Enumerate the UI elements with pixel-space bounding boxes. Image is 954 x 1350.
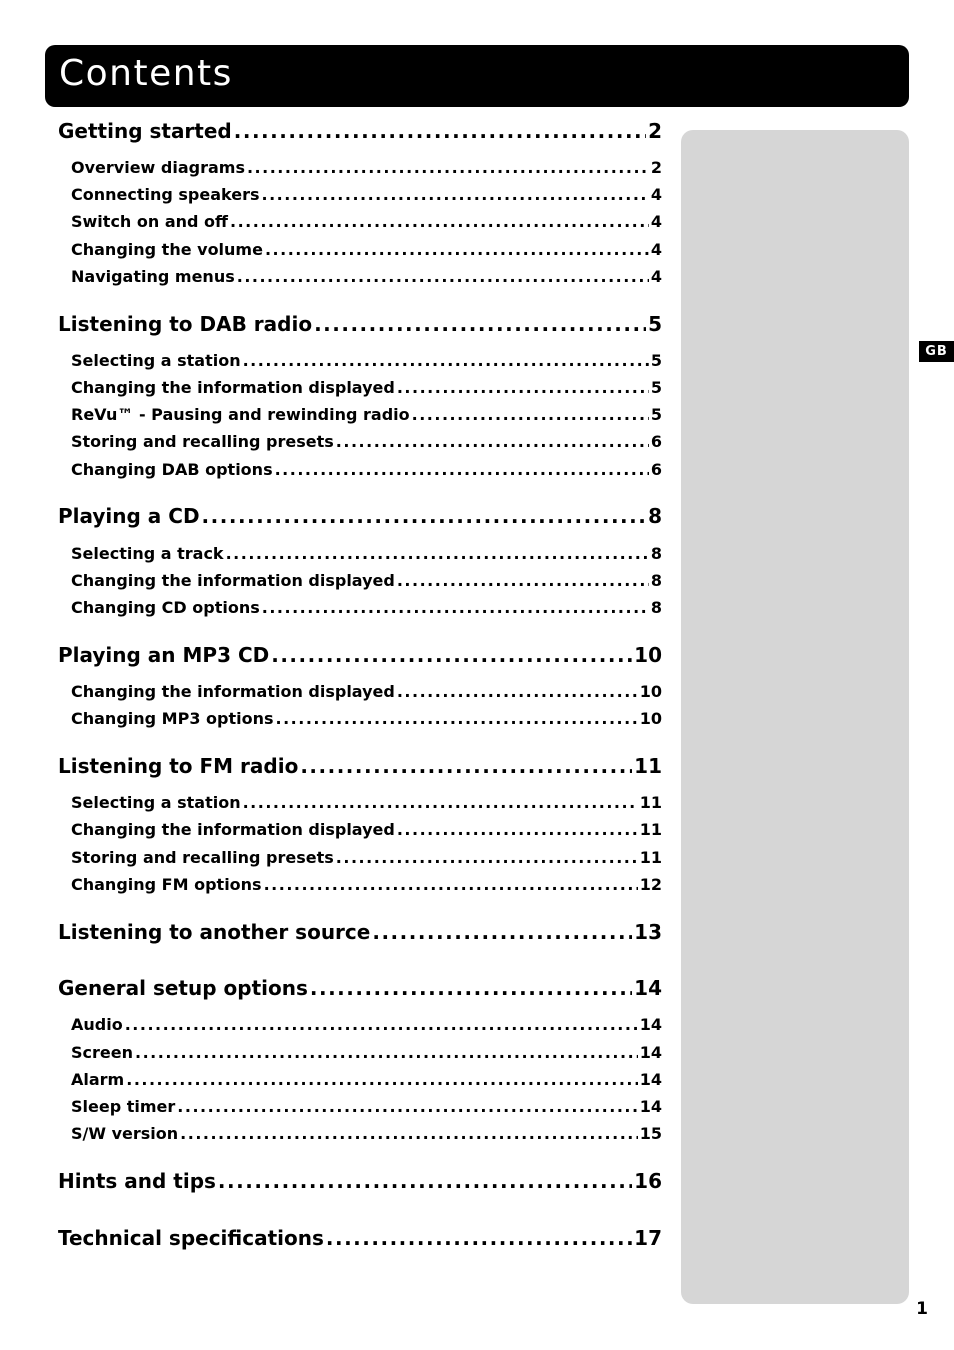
toc-entry-page: 17 bbox=[634, 1226, 662, 1250]
language-tab: GB bbox=[919, 341, 954, 362]
toc-entry-page: 10 bbox=[639, 709, 662, 728]
toc-dot-leader bbox=[243, 351, 649, 370]
toc-dot-leader bbox=[126, 1070, 638, 1089]
toc-entry-page: 8 bbox=[648, 504, 662, 528]
toc-entry-label: Changing DAB options bbox=[71, 460, 273, 479]
toc-entry-page: 5 bbox=[650, 351, 662, 370]
toc-entry-page: 15 bbox=[639, 1124, 662, 1143]
toc-entry-label: Playing an MP3 CD bbox=[58, 643, 270, 667]
toc-entry-label: General setup options bbox=[58, 976, 308, 1000]
toc-sub-entry[interactable] bbox=[71, 679, 662, 701]
toc-section-entry[interactable] bbox=[58, 1224, 662, 1250]
toc-dot-leader bbox=[247, 158, 649, 177]
toc-dot-leader bbox=[135, 1043, 638, 1062]
toc-section-entry[interactable] bbox=[58, 1167, 662, 1193]
toc-entry-label: Getting started bbox=[58, 119, 232, 143]
toc-entry-page: 4 bbox=[650, 212, 662, 231]
toc-entry-label: Changing MP3 options bbox=[71, 709, 274, 728]
toc-sub-entry[interactable] bbox=[71, 264, 662, 286]
toc-entry-page: 13 bbox=[634, 920, 662, 944]
toc-entry-page: 5 bbox=[650, 378, 662, 397]
toc-sub-entry[interactable] bbox=[71, 595, 662, 617]
toc-sub-entry[interactable] bbox=[71, 872, 662, 894]
toc-entry-label: Changing the information displayed bbox=[71, 682, 395, 701]
side-panel bbox=[681, 130, 909, 1304]
toc-dot-leader bbox=[397, 571, 649, 590]
toc-sub-entry[interactable] bbox=[71, 1012, 662, 1034]
toc-entry-page: 6 bbox=[650, 432, 662, 451]
toc-entry-label: Switch on and off bbox=[71, 212, 228, 231]
toc-entry-page: 11 bbox=[639, 793, 662, 812]
contents-header bbox=[45, 45, 909, 107]
toc-entry-label: Changing the volume bbox=[71, 240, 263, 259]
toc-sub-entry[interactable] bbox=[71, 706, 662, 728]
toc-sub-entry[interactable] bbox=[71, 155, 662, 177]
toc-dot-leader bbox=[243, 793, 638, 812]
toc-entry-label: Changing FM options bbox=[71, 875, 262, 894]
page-title: Contents bbox=[59, 53, 233, 94]
toc-sub-entry[interactable] bbox=[71, 1067, 662, 1089]
toc-dot-leader bbox=[336, 432, 649, 451]
toc-section-entry[interactable] bbox=[58, 117, 662, 143]
toc-sub-entry[interactable] bbox=[71, 429, 662, 451]
toc-dot-leader bbox=[125, 1015, 638, 1034]
toc-sub-entry[interactable] bbox=[71, 375, 662, 397]
toc-dot-leader bbox=[265, 240, 649, 259]
toc-dot-leader bbox=[310, 976, 632, 1000]
toc-entry-label: Listening to FM radio bbox=[58, 754, 299, 778]
toc-sub-entry[interactable] bbox=[71, 1094, 662, 1116]
toc-dot-leader bbox=[202, 504, 647, 528]
toc-entry-page: 4 bbox=[650, 240, 662, 259]
toc-entry-page: 11 bbox=[639, 820, 662, 839]
toc-entry-label: Changing the information displayed bbox=[71, 571, 395, 590]
toc-entry-label: Alarm bbox=[71, 1070, 125, 1089]
toc-dot-leader bbox=[412, 405, 649, 424]
toc-dot-leader bbox=[264, 875, 638, 894]
toc-entry-label: Hints and tips bbox=[58, 1169, 216, 1193]
toc-sub-entry[interactable] bbox=[71, 402, 662, 424]
toc-dot-leader bbox=[180, 1124, 638, 1143]
toc-entry-page: 12 bbox=[639, 875, 662, 894]
toc-sub-entry[interactable] bbox=[71, 1121, 662, 1143]
toc-dot-leader bbox=[262, 185, 649, 204]
toc-entry-label: Selecting a station bbox=[71, 351, 241, 370]
toc-sub-entry[interactable] bbox=[71, 237, 662, 259]
toc-entry-page: 10 bbox=[639, 682, 662, 701]
toc-dot-leader bbox=[336, 848, 638, 867]
toc-entry-label: Changing CD options bbox=[71, 598, 260, 617]
toc-entry-page: 4 bbox=[650, 267, 662, 286]
toc-entry-page: 8 bbox=[650, 571, 662, 590]
toc-section-entry[interactable] bbox=[58, 974, 662, 1000]
toc-entry-label: Technical specifications bbox=[58, 1226, 324, 1250]
toc-entry-label: Sleep timer bbox=[71, 1097, 176, 1116]
toc-sub-entry[interactable] bbox=[71, 182, 662, 204]
toc-entry-label: Audio bbox=[71, 1015, 123, 1034]
toc-sub-entry[interactable] bbox=[71, 845, 662, 867]
toc-sub-entry[interactable] bbox=[71, 1040, 662, 1062]
toc-entry-label: Changing the information displayed bbox=[71, 378, 395, 397]
toc-dot-leader bbox=[218, 1169, 632, 1193]
toc-dot-leader bbox=[262, 598, 649, 617]
toc-entry-page: 14 bbox=[639, 1043, 662, 1062]
toc-entry-label: Listening to another source bbox=[58, 920, 371, 944]
toc-entry-page: 5 bbox=[650, 405, 662, 424]
toc-dot-leader bbox=[314, 312, 646, 336]
toc-entry-page: 11 bbox=[634, 754, 662, 778]
toc-entry-page: 14 bbox=[639, 1097, 662, 1116]
toc-entry-page: 10 bbox=[634, 643, 662, 667]
toc-entry-page: 2 bbox=[648, 119, 662, 143]
toc-dot-leader bbox=[276, 709, 638, 728]
toc-dot-leader bbox=[326, 1226, 632, 1250]
toc-entry-page: 6 bbox=[650, 460, 662, 479]
toc-dot-leader bbox=[177, 1097, 637, 1116]
toc-entry-page: 14 bbox=[639, 1015, 662, 1034]
toc-section-entry[interactable] bbox=[58, 502, 662, 528]
toc-section-entry[interactable] bbox=[58, 918, 662, 944]
toc-sub-entry[interactable] bbox=[71, 790, 662, 812]
toc-dot-leader bbox=[237, 267, 649, 286]
toc-section-entry[interactable] bbox=[58, 310, 662, 336]
toc-dot-leader bbox=[234, 119, 646, 143]
toc-entry-page: 8 bbox=[650, 598, 662, 617]
toc-dot-leader bbox=[397, 378, 649, 397]
toc-dot-leader bbox=[397, 820, 638, 839]
toc-entry-label: Storing and recalling presets bbox=[71, 848, 334, 867]
toc-entry-page: 5 bbox=[648, 312, 662, 336]
toc-sub-entry[interactable] bbox=[71, 541, 662, 563]
toc-sub-entry[interactable] bbox=[71, 817, 662, 839]
toc-dot-leader bbox=[397, 682, 638, 701]
toc-dot-leader bbox=[372, 920, 632, 944]
toc-entry-label: Changing the information displayed bbox=[71, 820, 395, 839]
toc-sub-entry[interactable] bbox=[71, 209, 662, 231]
toc-dot-leader bbox=[271, 643, 632, 667]
page-number: 1 bbox=[916, 1299, 928, 1319]
toc-sub-entry[interactable] bbox=[71, 457, 662, 479]
toc-sub-entry[interactable] bbox=[71, 348, 662, 370]
toc-dot-leader bbox=[300, 754, 632, 778]
toc-entry-label: S/W version bbox=[71, 1124, 179, 1143]
toc-sub-entry[interactable] bbox=[71, 568, 662, 590]
toc-section-entry[interactable] bbox=[58, 752, 662, 778]
toc-entry-label: Selecting a track bbox=[71, 544, 224, 563]
toc-dot-leader bbox=[230, 212, 649, 231]
toc-entry-page: 16 bbox=[634, 1169, 662, 1193]
toc-entry-label: Playing a CD bbox=[58, 504, 200, 528]
toc-entry-label: Overview diagrams bbox=[71, 158, 245, 177]
toc-entry-label: Storing and recalling presets bbox=[71, 432, 334, 451]
toc-dot-leader bbox=[226, 544, 649, 563]
toc-entry-label: Screen bbox=[71, 1043, 133, 1062]
toc-entry-page: 4 bbox=[650, 185, 662, 204]
toc-entry-label: Listening to DAB radio bbox=[58, 312, 313, 336]
toc-entry-label: Selecting a station bbox=[71, 793, 241, 812]
toc-entry-page: 11 bbox=[639, 848, 662, 867]
toc-entry-page: 14 bbox=[639, 1070, 662, 1089]
toc-entry-page: 14 bbox=[634, 976, 662, 1000]
toc-entry-page: 2 bbox=[650, 158, 662, 177]
toc-entry-label: Connecting speakers bbox=[71, 185, 260, 204]
toc-dot-leader bbox=[275, 460, 649, 479]
toc-entry-label: Navigating menus bbox=[71, 267, 235, 286]
toc-section-entry[interactable] bbox=[58, 641, 662, 667]
toc-entry-page: 8 bbox=[650, 544, 662, 563]
toc-entry-label: ReVu™ - Pausing and rewinding radio bbox=[71, 405, 410, 424]
